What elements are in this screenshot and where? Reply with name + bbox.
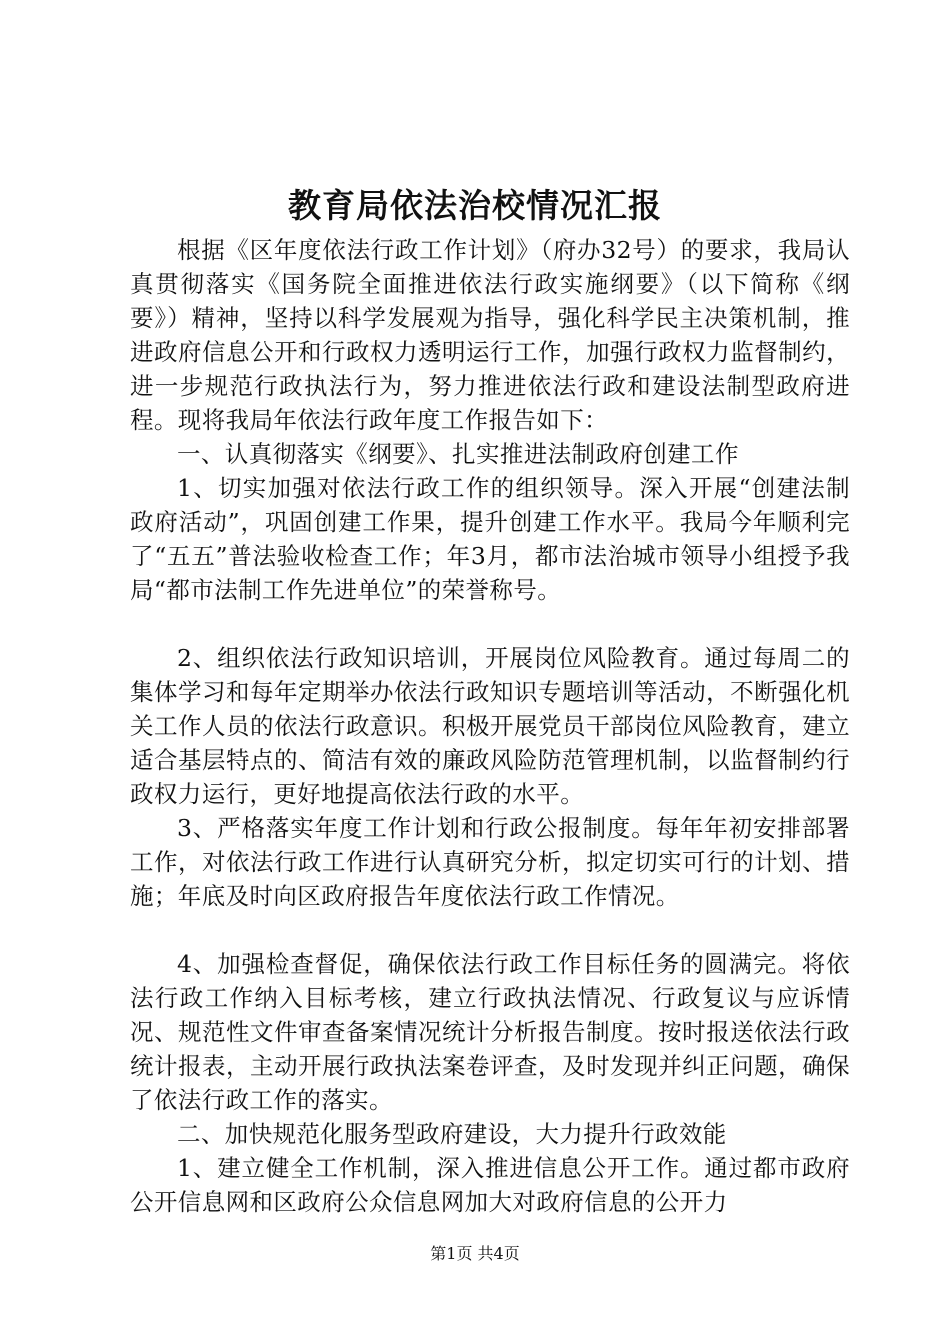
intro-paragraph: 根据《区年度依法行政工作计划》（府办32号）的要求，我局认真贯彻落实《国务院全面推进依法行政实施纲要》（以下简称《纲要》）精神，坚持以科学发展观为指导，强化科学民主决策机制，推进政府信息公开和行政权力透明运行工作，加强行政权力监督制约，进一步规范行政执法行为，努力推进依法行政和建设法制型政府进程。现将我局年依法行政年度工作报告如下： — [130, 236, 850, 434]
body-paragraph: 1、建立健全工作机制，深入推进信息公开工作。通过都市政府公开信息网和区政府公众信息网加大对政府信息的公开力 — [130, 1154, 850, 1216]
body-paragraph: 1、切实加强对依法行政工作的组织领导。深入开展“创建法制政府活动”，巩固创建工作果，提升创建工作水平。我局今年顺利完了“五五”普法验收检查工作；年3月，都市法治城市领导小组授予我局“都市法制工作先进单位”的荣誉称号。 — [130, 474, 850, 604]
section-heading-1: 一、认真彻落实《纲要》、扎实推进法制政府创建工作 — [177, 440, 739, 468]
body-paragraph: 4、加强检查督促，确保依法行政工作目标任务的圆满完。将依法行政工作纳入目标考核，建立行政执法情况、行政复议与应诉情况、规范性文件审查备案情况统计分析报告制度。按时报送依法行政统计报表，主动开展行政执法案卷评查，及时发现并纠正问题，确保了依法行政工作的落实。 — [130, 950, 850, 1114]
document-body — [130, 233, 850, 1219]
page-number-footer: 第1页 共4页 — [430, 1244, 520, 1263]
section-heading-2: 二、加快规范化服务型政府建设，大力提升行政效能 — [177, 1120, 727, 1148]
body-paragraph: 2、组织依法行政知识培训，开展岗位风险教育。通过每周二的集体学习和每年定期举办依法行政知识专题培训等活动，不断强化机关工作人员的依法行政意识。积极开展党员干部岗位风险教育，建立适合基层特点的、简洁有效的廉政风险防范管理机制，以监督制约行政权力运行，更好地提高依法行政的水平。 — [130, 644, 850, 808]
body-paragraph: 3、严格落实年度工作计划和行政公报制度。每年年初安排部署工作，对依法行政工作进行认真研究分析，拟定切实可行的计划、措施；年底及时向区政府报告年度依法行政工作情况。 — [130, 814, 850, 910]
document-title: 教育局依法治校情况汇报 — [288, 186, 662, 225]
